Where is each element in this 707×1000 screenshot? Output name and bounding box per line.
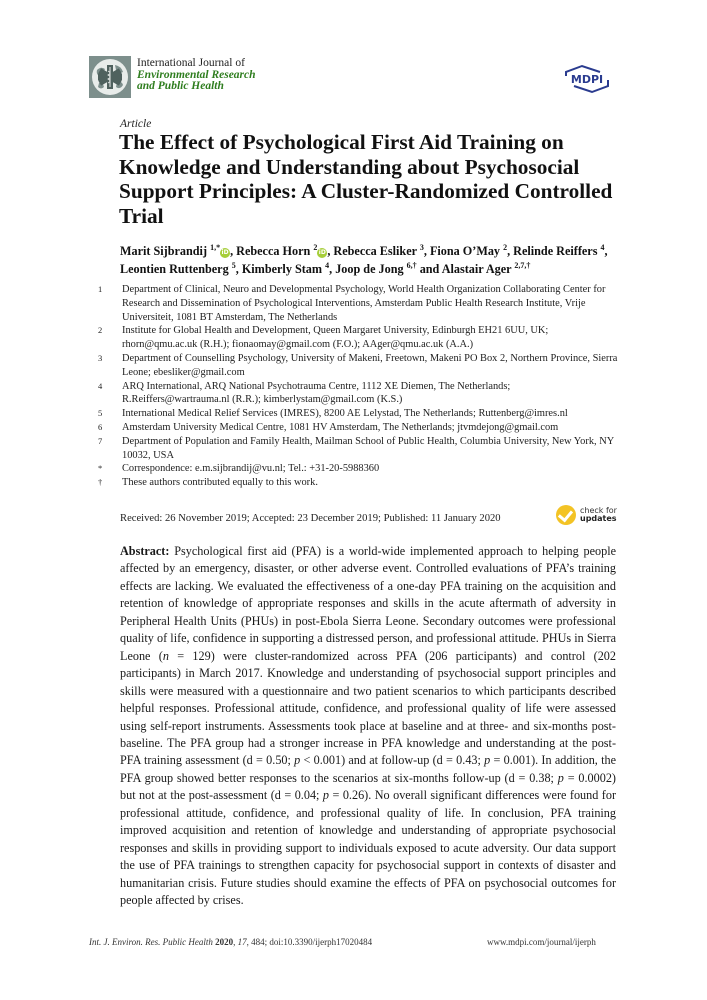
journal-name-line1: International Journal of (137, 57, 245, 69)
journal-name-line2: Environmental Research (137, 68, 256, 81)
affiliation-item (98, 380, 618, 408)
footer-journal-url[interactable]: www.mdpi.com/journal/ijerph (487, 937, 596, 947)
journal-name-line3: and Public Health (137, 80, 224, 92)
mdpi-logo (562, 64, 612, 94)
author-affiliation-sup: 2 (313, 243, 318, 252)
abstract-text: < 0.001) and at follow-up (d = 0.43; (300, 753, 485, 768)
author-affiliation-sup: 6,† (406, 261, 417, 270)
footer-citation: Int. J. Environ. Res. Public Health 2020, 17, 484; doi:10.3390/ijerph17020484 (89, 937, 373, 947)
abstract-label: Abstract: (120, 544, 170, 558)
author-name: Relinde Reiffers (513, 244, 598, 258)
abstract-italic-p: p (557, 770, 564, 785)
paper-title: The Effect of Psychological First Aid Training on Knowledge and Understanding about Psychosocial Support Principles: A Cluster-Randomized Controlled Trial (119, 130, 613, 228)
footer-volume: 17 (237, 937, 247, 947)
author-affiliation-sup: 1,* (210, 243, 221, 252)
author-affiliation-sup: 2 (503, 243, 508, 252)
orcid-icon[interactable]: iD (318, 249, 326, 256)
journal-logo-icon (89, 56, 131, 98)
author-separator: , (230, 244, 237, 258)
affiliation-item (98, 421, 618, 435)
affiliations (98, 283, 618, 490)
affiliation-item (98, 435, 618, 463)
affiliation-text: Amsterdam University Medical Centre, 1081 HV Amsterdam, The Netherlands; jtvmdejong@gmail.com (122, 421, 559, 433)
affiliation-item (98, 352, 618, 380)
affiliation-mark: * (98, 463, 103, 474)
author-separator: , (235, 262, 242, 276)
author-name: Fiona O’May (429, 244, 501, 258)
checkmark-icon (556, 505, 576, 525)
author-name: Kimberly Stam (241, 262, 323, 276)
check-for-updates-button[interactable] (556, 505, 617, 525)
affiliation-text: International Medical Relief Services (IMRES), 8200 AE Lelystad, The Netherlands; Ruttenberg@imres.nl (122, 408, 568, 420)
author-name: Rebecca Esliker (333, 244, 417, 258)
abstract-text: = 0.001). In addition, the PFA group showed better responses to the scenarios at six-months follow-up (d = 0.38; (120, 753, 616, 785)
affiliation-mark: 2 (98, 325, 103, 336)
affiliation-item (98, 476, 618, 490)
author-name: Leontien Ruttenberg (120, 262, 229, 276)
abstract-italic-p: p (322, 788, 330, 803)
abstract-text: = 129) were cluster-randomized across PFA (206 participants) and control (202 participants) in March 2017. Knowledge and understanding of psychosocial support principles and skills were measured with a questionnaire and two patient scenarios to which participants described helpful responses. Professional attitude, confidence, and professional quality of life were assessed using self-report instruments. Assessments took place at baseline and at three- and six-months post-baseline. The PFA group had a stronger increase in PFA knowledge and understanding at the post-PFA training assessment (d = 0.50; (120, 648, 616, 768)
abstract-text: Psychological first aid (PFA) is a world-wide implemented approach to helping people affected by an emergency, disaster, or other adverse event. Controlled evaluations of PFA’s training effects are lacking. We evaluated the effectiveness of a one-day PFA training on the acquisition and retention of knowledge of appropriate responses and skills in the acute aftermath of adversity in Peripheral Health Units (PHUs) in post-Ebola Sierra Leone. Secondary outcomes were professional quality of life, confidence in supporting a distressed person, and professional attitude. PHUs in Sierra Leone ( (120, 544, 616, 663)
affiliation-mark: 5 (98, 408, 103, 419)
affiliation-item (98, 407, 618, 421)
journal-header (89, 56, 256, 98)
affiliation-item (98, 283, 618, 324)
mdpi-logo-text: MDPI (570, 73, 604, 86)
footer-year: 2020 (215, 937, 234, 947)
author-affiliation-sup: 2,7,† (514, 261, 531, 270)
article-type: Article (120, 118, 152, 130)
abstract-italic-p: p (484, 753, 491, 768)
affiliation-text: Institute for Global Health and Development, Queen Margaret University, Edinburgh EH21 6UU, UK; rhorn@qmu.ac.uk (R.H.); fionaomay@gmail.com (F.O.); AAger@qmu.ac.uk (A.A.) (122, 325, 549, 351)
author-separator: , (327, 244, 334, 258)
publication-dates: Received: 26 November 2019; Accepted: 23 December 2019; Published: 11 January 2020 (120, 513, 501, 524)
footer-journal-abbrev: Int. J. Environ. Res. Public Health (89, 937, 213, 947)
footer-doi: , 484; doi:10.3390/ijerph17020484 (246, 937, 373, 947)
affiliation-text: Correspondence: e.m.sijbrandij@vu.nl; Tel.: +31-20-5988360 (122, 463, 380, 475)
affiliation-mark: 3 (98, 352, 103, 363)
author-name: Marit Sijbrandij (120, 244, 208, 258)
affiliation-text: ARQ International, ARQ National Psychotrauma Centre, 1112 XE Diemen, The Netherlands; R.Reiffers@wartrauma.nl (R.R.); kimberlystam@gmail.com (K.S.) (122, 380, 511, 406)
abstract-text: = 0.0002) but not at the post-assessment (d = 0.04; (120, 770, 616, 803)
author-separator: , (604, 244, 608, 258)
affiliation-text: Department of Counselling Psychology, University of Makeni, Freetown, Makeni PO Box 2, Northern Province, Sierra Leone; ebesliker@gmail.com (122, 352, 618, 378)
abstract (120, 543, 616, 910)
author-name: Joop de Jong (335, 262, 404, 276)
author-affiliation-sup: 5 (231, 261, 236, 270)
affiliation-text: Department of Clinical, Neuro and Developmental Psychology, World Health Organization Collaborating Center for Research and Dissemination of Psychological Interventions, Amsterdam Public Health Research Institute, Vrije Universiteit, 1081 BT Amsterdam, The Netherlands (122, 284, 606, 323)
author-name: Rebecca Horn (236, 244, 311, 258)
author-separator: , (329, 262, 336, 276)
abstract-italic-p: p (294, 753, 301, 768)
affiliation-item (98, 462, 618, 476)
abstract-text: = 0.26). No overall significant differences were found for professional attitude, confidence, and professional quality of life. In conclusion, PFA training improved acquisition and retention of knowledge and understanding of appropriate psychosocial responses and skills in providing support to individuals exposed to acute adversity. Our data support the use of PFA trainings to strengthen capacity for psychosocial support in contexts of disaster and humanitarian crisis. Future studies should examine the effects of PFA on psychosocial outcomes for people affected by crises. (120, 788, 617, 908)
affiliation-text: Department of Population and Family Health, Mailman School of Public Health, Columbia University, New York, NY 10032, USA (122, 435, 614, 461)
author-separator: , (423, 244, 430, 258)
affiliation-item (98, 324, 618, 352)
check-updates-line1: check for (580, 505, 617, 515)
check-updates-line2: updates (580, 514, 617, 523)
author-affiliation-sup: 4 (600, 243, 605, 252)
affiliation-mark: 4 (98, 380, 103, 391)
abstract-italic-n: n (162, 648, 169, 663)
affiliation-mark: † (98, 477, 103, 488)
affiliation-mark: 7 (98, 435, 103, 446)
author-affiliation-sup: 3 (419, 243, 424, 252)
affiliation-mark: 6 (98, 421, 103, 432)
author-separator: , (507, 244, 514, 258)
author-affiliation-sup: 4 (325, 261, 330, 270)
affiliation-text: These authors contributed equally to this work. (122, 477, 318, 489)
author-list (120, 242, 620, 278)
orcid-icon[interactable]: iD (221, 249, 229, 256)
affiliation-mark: 1 (98, 284, 103, 294)
author-separator: and (416, 262, 442, 276)
author-name: Alastair Ager (441, 262, 512, 276)
